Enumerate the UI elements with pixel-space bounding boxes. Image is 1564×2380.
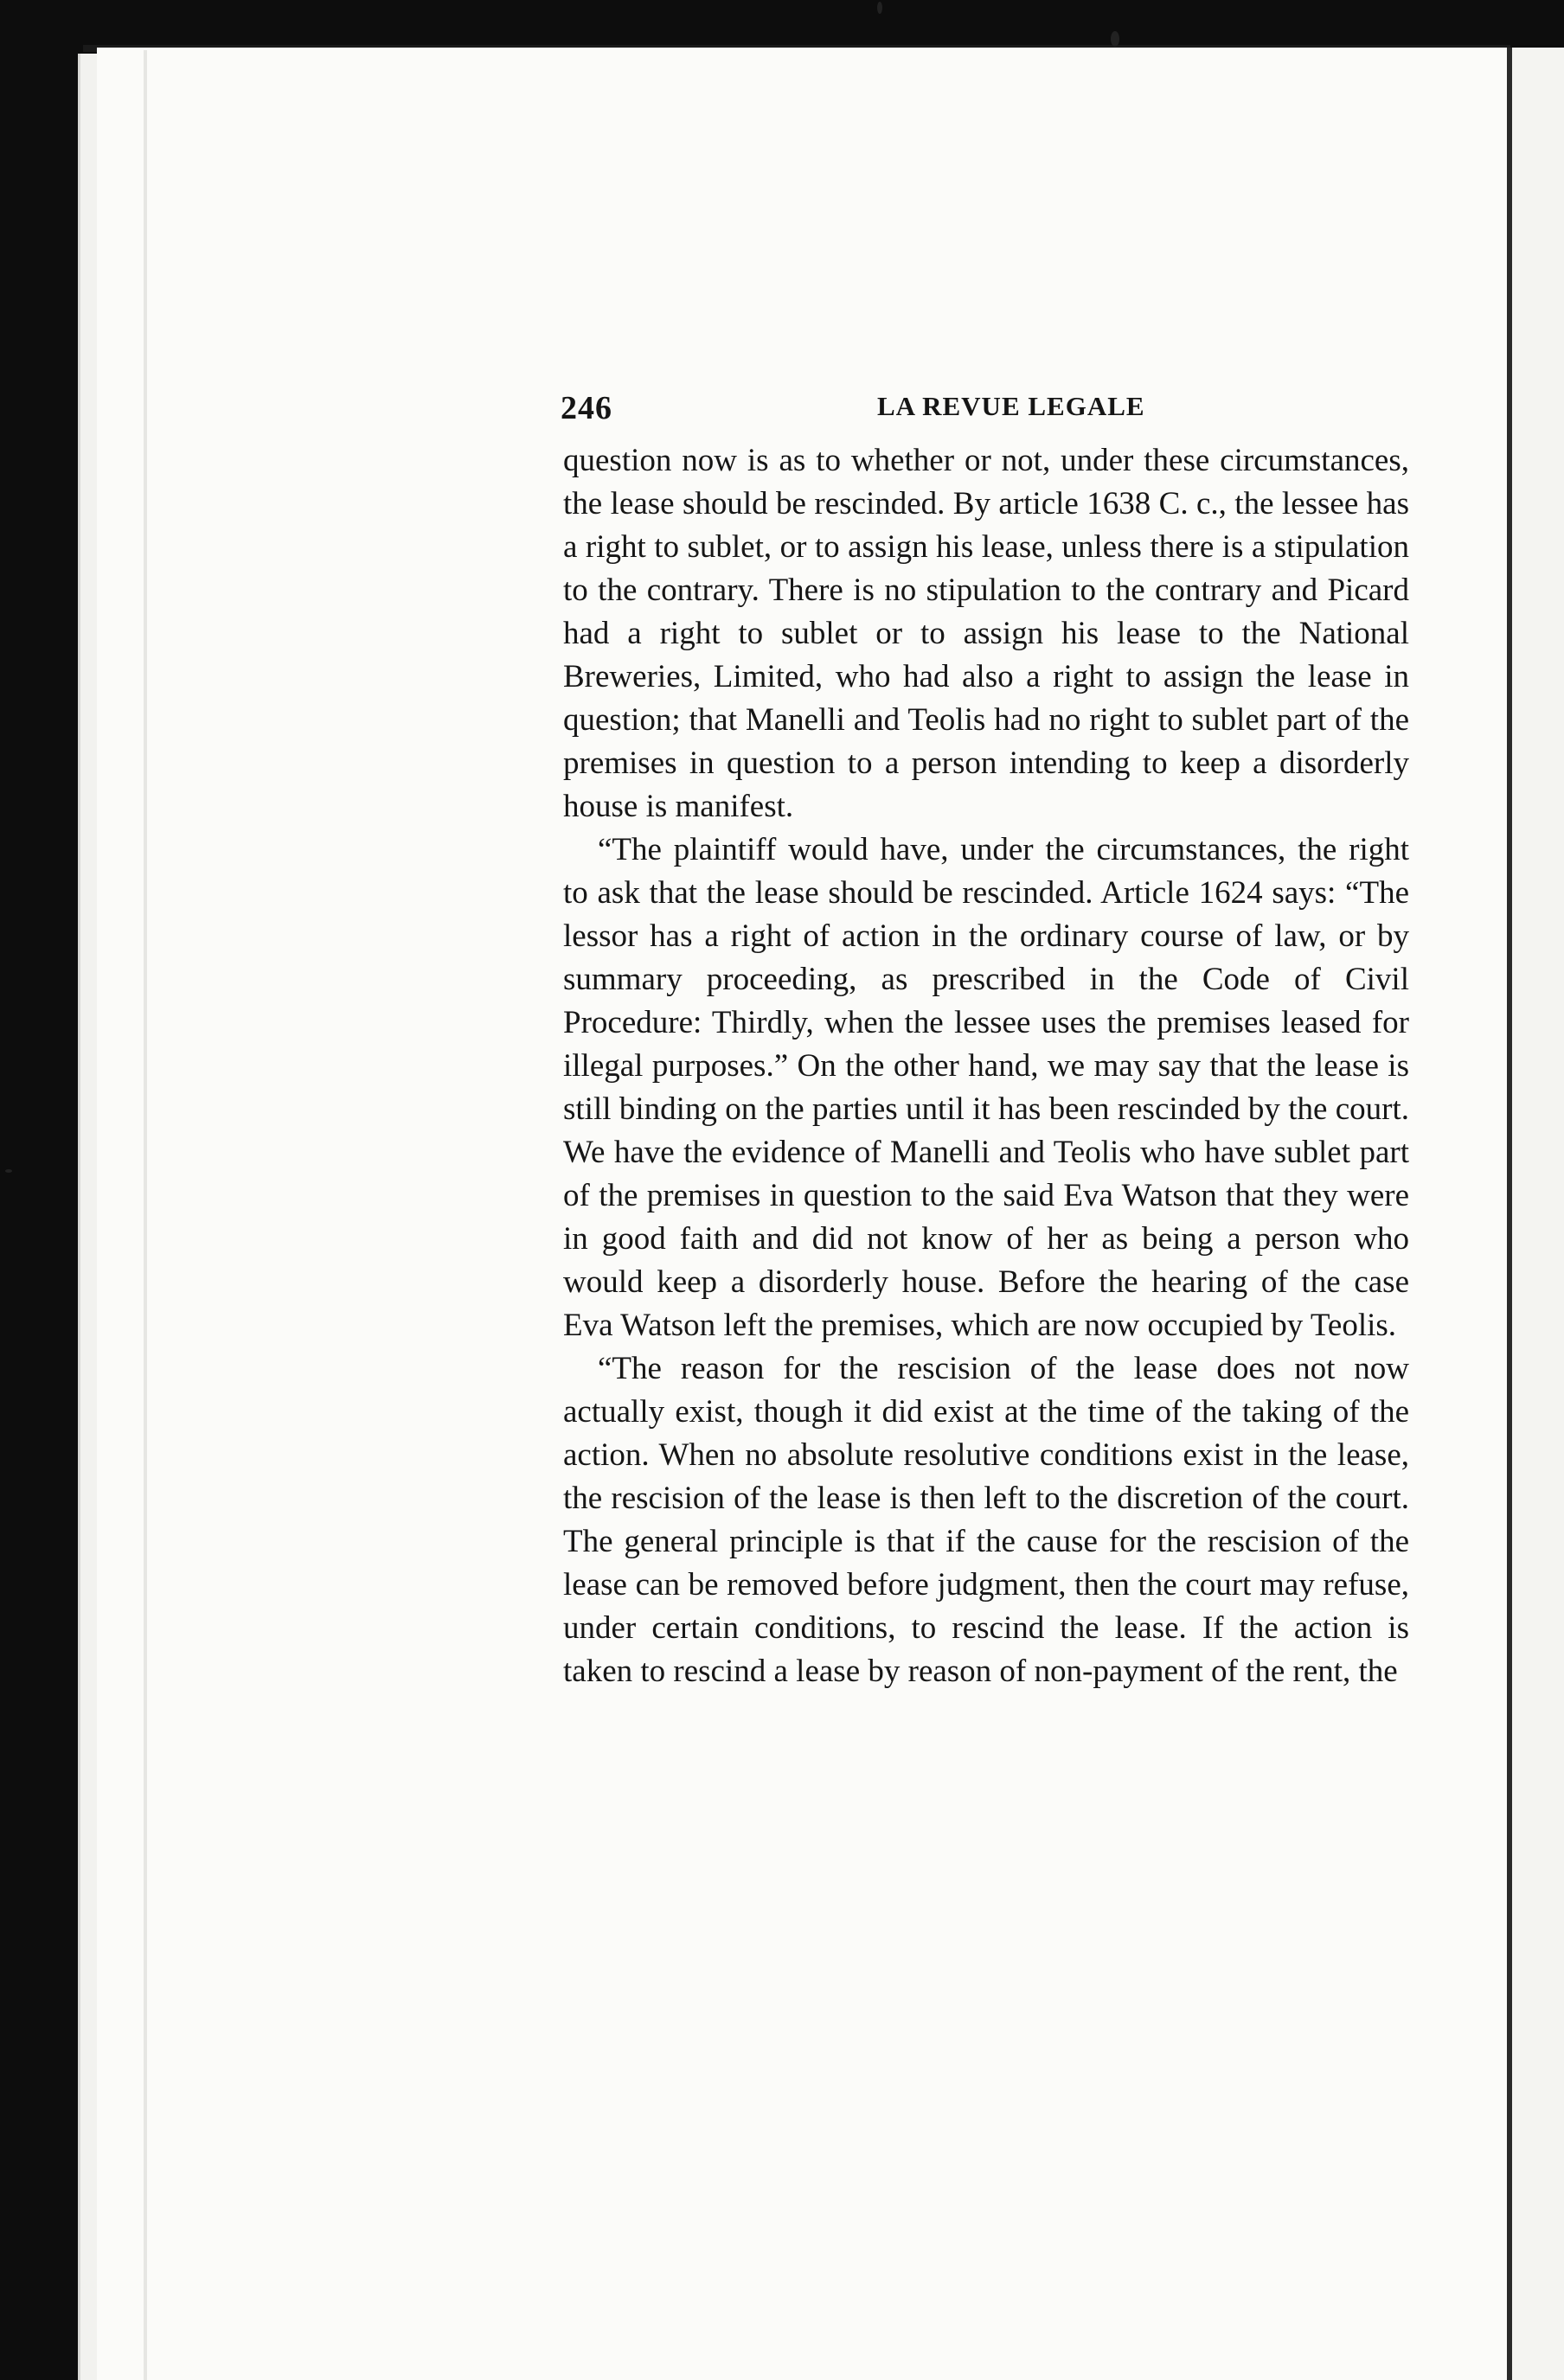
scan-speck <box>1111 31 1119 47</box>
paragraph-continuation: question now is as to whether or not, under these circumstances, the lease should be rescinded. By article 1638 C. c., the lessee has a right to sublet, or to assign his lease, unless there is a stipulation to the contrary. There is no stipulation to the contrary and Picard had a right to sublet or to assign his lease to the National Breweries, Limited, who had also a right to assign the lease in question; that Manelli and Teolis had no right to sublet part of the premises in question to a person intending to keep a disorderly house is manifest. <box>563 443 1409 824</box>
scan-speck <box>877 2 882 14</box>
journal-title: LA REVUE LEGALE <box>877 391 1145 421</box>
page-right-edge <box>1507 48 1564 2380</box>
paragraph-rescision-reason: “The reason for the rescision of the lease does not now actually exist, though it did exist at the time of the taking of the action. When no absolute resolutive conditions exist in the lease, the rescision of the lease is then left to the discretion of the court. The general principle is that if the cause for the rescision of the lease can be removed before judgment, then the court may refuse, under certain conditions, to rescind the lease. If the action is taken to rescind a lease by reason of non-payment of the rent, the <box>563 1351 1409 1689</box>
page-number: 246 <box>561 390 612 426</box>
running-head <box>561 389 1413 438</box>
scan-speck <box>5 1169 12 1173</box>
paragraph-plaintiff-rights: “The plaintiff would have, under the circumstances, the right to ask that the lease should be rescinded. Article 1624 says: “The lessor has a right of action in the ordinary course of law, or by summary proceeding, as prescribed in the Code of Civil Procedure: Thirdly, when the lessee uses the premises leased for illegal purposes.” On the other hand, we may say that the lease is still binding on the parties until it has been rescinded by the court. We have the evidence of Manelli and Teolis who have sublet part of the premises in question to the said Eva Watson that they were in good faith and did not know of her as being a person who would keep a disorderly house. Before the hearing of the case Eva Watson left the premises, which are now occupied by Teolis. <box>563 832 1409 1343</box>
body-text <box>563 439 1409 1693</box>
page-inner-edge <box>144 50 147 2380</box>
